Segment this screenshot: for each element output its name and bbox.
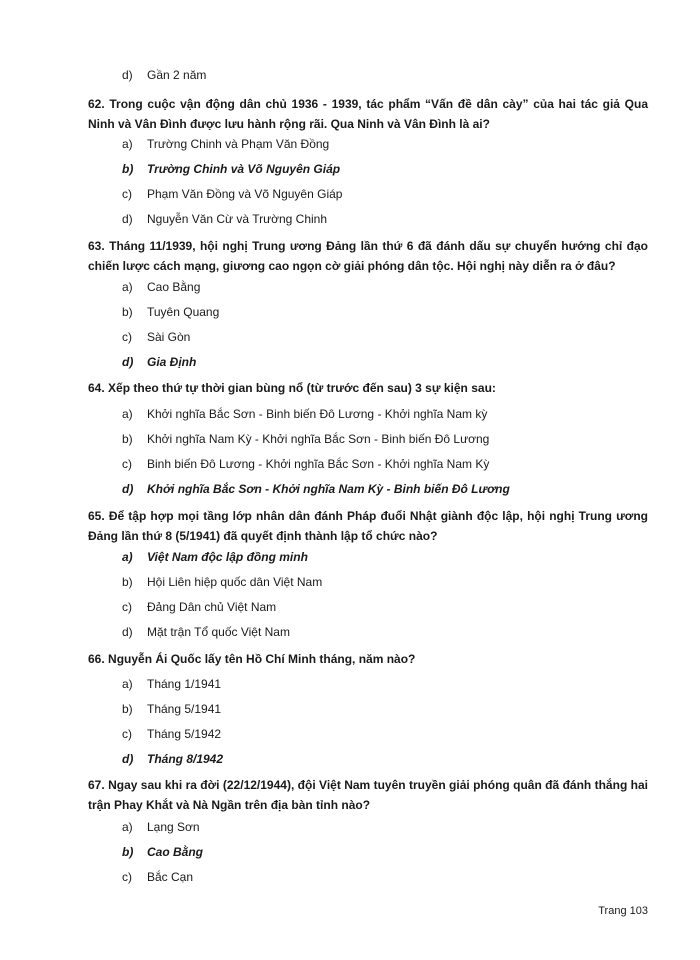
option-label: b) — [122, 845, 134, 859]
q64-option-c — [122, 457, 489, 471]
question-65 — [88, 506, 648, 546]
option-label: b) — [122, 162, 134, 176]
q65-option-b — [122, 575, 322, 589]
q67-option-a — [122, 820, 200, 834]
option-text: Tháng 8/1942 — [147, 752, 224, 766]
q63-option-b — [122, 305, 219, 319]
question-number: 63. — [88, 239, 105, 253]
option-label: b) — [122, 305, 133, 319]
option-label: c) — [122, 457, 132, 471]
option-label: c) — [122, 870, 132, 884]
q62-option-c — [122, 187, 342, 201]
option-label: d) — [122, 482, 134, 496]
option-label: a) — [122, 677, 133, 691]
question-66 — [88, 649, 648, 669]
question-number: 62. — [88, 97, 105, 111]
q62-option-d — [122, 212, 327, 226]
option-label: b) — [122, 432, 133, 446]
option-text: Gia Định — [147, 355, 197, 369]
option-label: d) — [122, 68, 133, 82]
option-text: Phạm Văn Đồng và Võ Nguyên Giáp — [147, 187, 343, 201]
question-text: Xếp theo thứ tự thời gian bùng nổ (từ trước đến sau) 3 sự kiện sau: — [108, 381, 496, 395]
option-text: Sài Gòn — [147, 330, 191, 344]
option-label: c) — [122, 330, 132, 344]
option-text: Tháng 5/1941 — [147, 702, 222, 716]
option-label: a) — [122, 820, 133, 834]
q63-option-a — [122, 280, 200, 294]
option-text: Nguyễn Văn Cừ và Trường Chinh — [147, 212, 328, 226]
option-text: Việt Nam độc lập đồng minh — [147, 550, 308, 564]
question-62 — [88, 94, 648, 134]
option-label: a) — [122, 137, 133, 151]
option-label: a) — [122, 550, 133, 564]
option-label: c) — [122, 600, 132, 614]
question-text: Ngay sau khi ra đời (22/12/1944), đội Việt Nam tuyên truyền giải phóng quân đã đánh thắng hai trận Phay Khắt và Nà Ngần trên địa bàn tỉnh nào? — [88, 778, 648, 812]
question-67 — [88, 775, 648, 815]
option-text: Tháng 1/1941 — [147, 677, 222, 691]
question-number: 64. — [88, 381, 105, 395]
option-text: Lạng Sơn — [147, 820, 200, 834]
question-text: Để tập hợp mọi tầng lớp nhân dân đánh Pháp đuổi Nhật giành độc lập, hội nghị Trung ương Đảng lần thứ 8 (5/1941) đã quyết định thành lập tổ chức nào? — [88, 509, 648, 543]
q65-option-a-answer — [122, 550, 308, 564]
question-number: 67. — [88, 778, 105, 792]
option-text: Trường Chinh và Võ Nguyên Giáp — [147, 162, 341, 176]
question-text: Nguyễn Ái Quốc lấy tên Hồ Chí Minh tháng, năm nào? — [108, 652, 416, 666]
option-text: Tuyên Quang — [147, 305, 220, 319]
option-text: Tháng 5/1942 — [147, 727, 222, 741]
question-63 — [88, 236, 648, 276]
q67-option-b-answer — [122, 845, 203, 859]
option-text: Hội Liên hiệp quốc dân Việt Nam — [147, 575, 323, 589]
option-label: d) — [122, 212, 133, 226]
option-label: d) — [122, 752, 134, 766]
question-number: 66. — [88, 652, 105, 666]
option-text: Mặt trận Tổ quốc Việt Nam — [147, 625, 290, 639]
q66-option-c — [122, 727, 221, 741]
option-text: Binh biến Đô Lương - Khởi nghĩa Bắc Sơn - Khởi nghĩa Nam Kỳ — [147, 457, 490, 471]
option-label: b) — [122, 575, 133, 589]
question-64 — [88, 378, 648, 398]
q65-option-d — [122, 625, 290, 639]
option-label: c) — [122, 727, 132, 741]
option-text: Khởi nghĩa Bắc Sơn - Binh biến Đô Lương - Khởi nghĩa Nam kỳ — [147, 407, 488, 421]
question-text: Trong cuộc vận động dân chủ 1936 - 1939, tác phẩm “Vấn đề dân cày” của hai tác giả Qua Ninh và Vân Đình được lưu hành rộng rãi. Qua Ninh và Vân Đình là ai? — [88, 97, 648, 131]
q66-option-a — [122, 677, 221, 691]
q64-option-d-answer — [122, 482, 510, 496]
option-text: Khởi nghĩa Bắc Sơn - Khởi nghĩa Nam Kỳ - Binh biến Đô Lương — [147, 482, 510, 496]
page-number: Trang 103 — [598, 905, 648, 917]
option-label: d) — [122, 625, 133, 639]
q62-option-b-answer — [122, 162, 340, 176]
option-text: Cao Bằng — [147, 845, 204, 859]
q63-option-c — [122, 330, 190, 344]
option-label: c) — [122, 187, 132, 201]
q66-option-d-answer — [122, 752, 223, 766]
option-label: d) — [122, 355, 134, 369]
q61-option-d — [122, 68, 206, 82]
option-text: Gần 2 năm — [147, 68, 207, 82]
q65-option-c — [122, 600, 276, 614]
q64-option-a — [122, 407, 487, 421]
q62-option-a — [122, 137, 329, 151]
q67-option-c — [122, 870, 193, 884]
option-label: a) — [122, 280, 133, 294]
option-text: Trường Chinh và Phạm Văn Đồng — [147, 137, 330, 151]
option-label: a) — [122, 407, 133, 421]
option-text: Khởi nghĩa Nam Kỳ - Khởi nghĩa Bắc Sơn - Binh biến Đô Lương — [147, 432, 490, 446]
option-text: Cao Bằng — [147, 280, 201, 294]
option-text: Bắc Cạn — [147, 870, 194, 884]
question-text: Tháng 11/1939, hội nghị Trung ương Đảng lần thứ 6 đã đánh dấu sự chuyển hướng chỉ đạo chiến lược cách mạng, giương cao ngọn cờ giải phóng dân tộc. Hội nghị này diễn ra ở đâu? — [88, 239, 648, 273]
q63-option-d-answer — [122, 355, 196, 369]
option-label: b) — [122, 702, 133, 716]
q64-option-b — [122, 432, 489, 446]
option-text: Đảng Dân chủ Việt Nam — [147, 600, 277, 614]
q66-option-b — [122, 702, 221, 716]
question-number: 65. — [88, 509, 105, 523]
